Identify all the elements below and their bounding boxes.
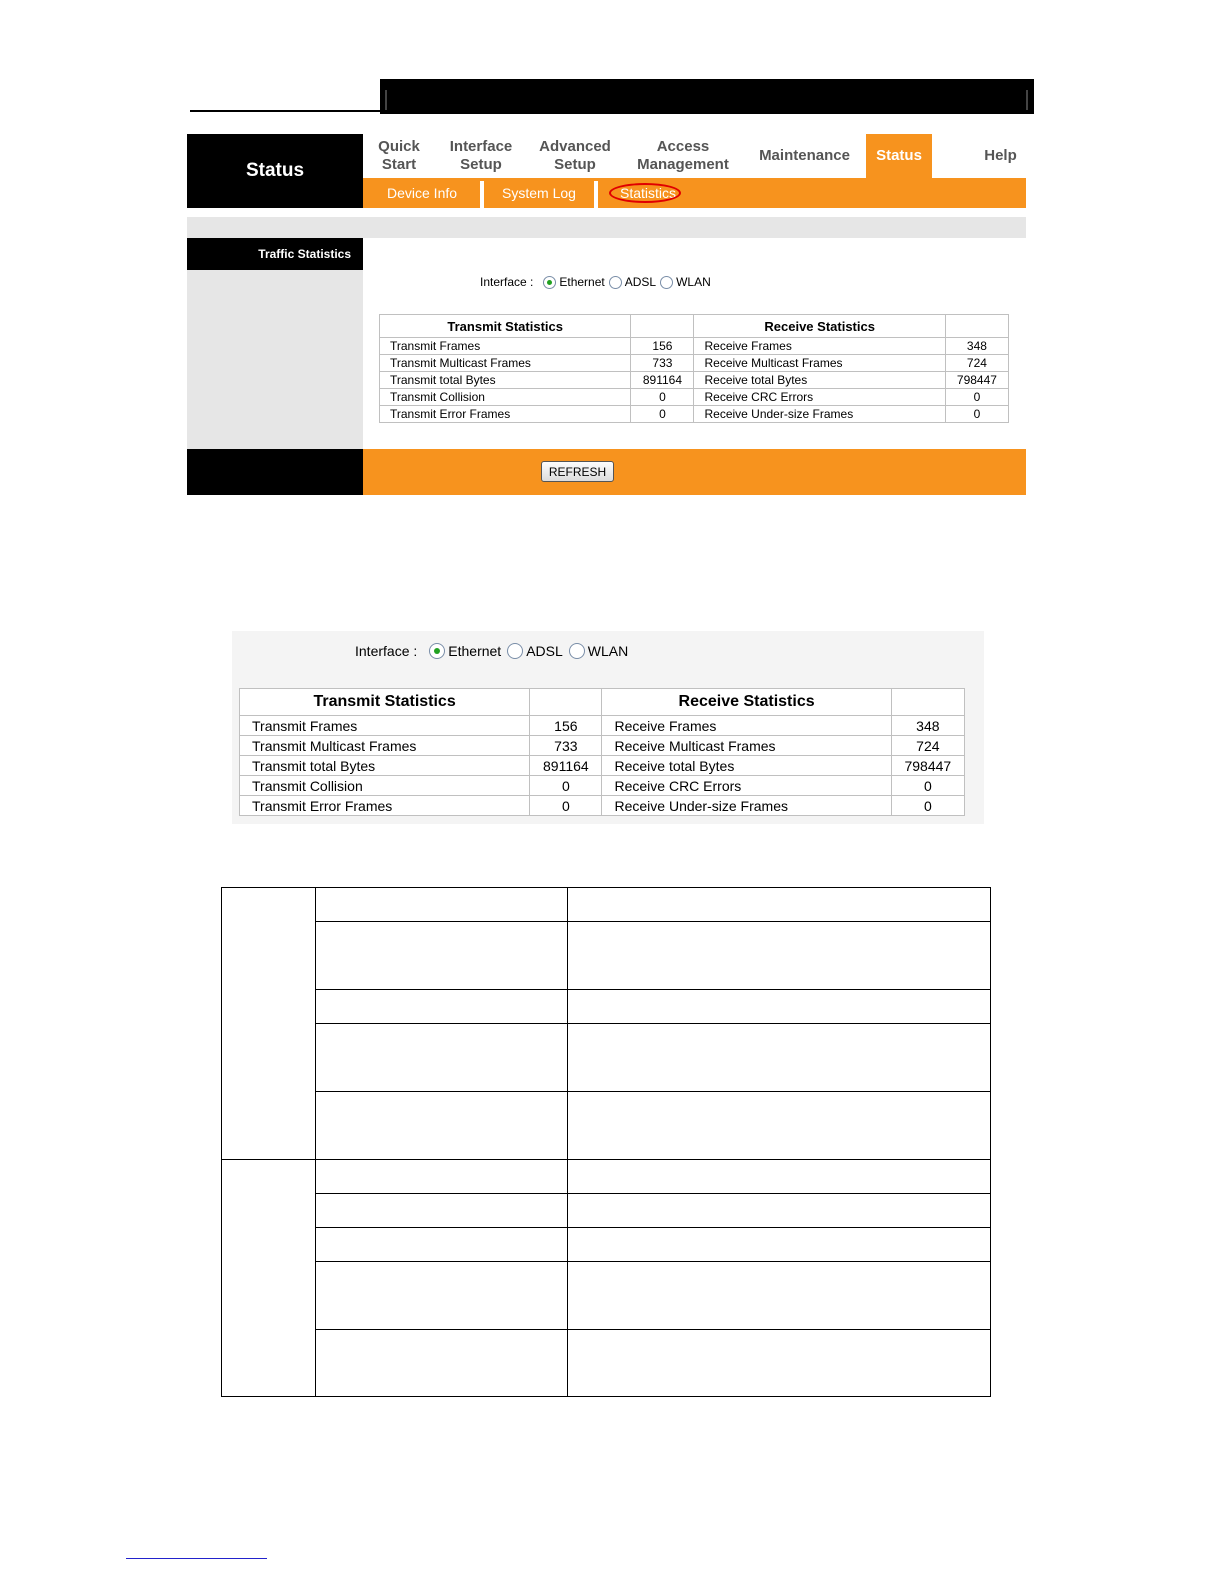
table-row: [380, 389, 1008, 405]
rx-label: Receive total Bytes: [694, 372, 944, 388]
table-row: [222, 1024, 991, 1092]
nav-label: Status: [876, 147, 922, 164]
table-cell: [567, 1194, 990, 1228]
subnav-separator: [480, 181, 484, 208]
nav-advanced-setup[interactable]: [531, 134, 619, 178]
footer-link-underline: [126, 1558, 267, 1559]
table-cell: [315, 1330, 567, 1397]
nav-access-management[interactable]: [629, 134, 737, 178]
tx-label: Transmit Error Frames: [240, 796, 529, 815]
tx-value: 891164: [530, 756, 601, 775]
blank-header: [946, 315, 1008, 337]
rx-label: Receive Multicast Frames: [602, 736, 890, 755]
tx-label: Transmit total Bytes: [380, 372, 630, 388]
table-cell: [567, 1092, 990, 1160]
tx-value: 733: [530, 736, 601, 755]
rx-value: 0: [946, 406, 1008, 422]
table-cell: [567, 888, 990, 922]
interface-selector: [480, 275, 711, 289]
table-cell: [567, 1160, 990, 1194]
table-cell: [567, 990, 990, 1024]
table-cell: [567, 1024, 990, 1092]
header-divider: [385, 90, 387, 110]
table-cell: [567, 922, 990, 990]
tx-label: Transmit Multicast Frames: [380, 355, 630, 371]
rx-value: 0: [892, 796, 964, 815]
nav-label: Maintenance: [759, 147, 850, 164]
rx-value: 724: [946, 355, 1008, 371]
footer-left: [187, 449, 363, 495]
nav-maintenance[interactable]: [747, 134, 862, 178]
table-cell: [567, 1262, 990, 1330]
subnav-device-info[interactable]: Device Info: [387, 185, 458, 201]
tx-label: Transmit Collision: [240, 776, 529, 795]
rx-value: 0: [892, 776, 964, 795]
radio-label: ADSL: [624, 275, 657, 289]
table-row: [222, 1194, 991, 1228]
rx-value: 724: [892, 736, 964, 755]
table-header-row: [240, 689, 964, 715]
tx-value: 156: [631, 338, 693, 354]
table-row: [222, 1330, 991, 1397]
adsl-radio[interactable]: [507, 643, 523, 659]
nav-label: Interface Setup: [449, 138, 513, 173]
table-cell: [315, 888, 567, 922]
table-row: [222, 990, 991, 1024]
radio-label: WLAN: [587, 643, 629, 659]
transmit-header: Transmit Statistics: [380, 315, 630, 337]
rx-label: Receive Under-size Frames: [602, 796, 890, 815]
nav-interface-setup[interactable]: [439, 134, 523, 178]
group-cell: [222, 888, 316, 1160]
radio-label: Ethernet: [559, 275, 605, 289]
transmit-header: Transmit Statistics: [240, 689, 529, 715]
radio-label: ADSL: [526, 643, 563, 659]
tx-label: Transmit Frames: [240, 716, 529, 735]
nav-help[interactable]: [963, 134, 1038, 178]
rx-value: 348: [946, 338, 1008, 354]
table-row: [380, 355, 1008, 371]
interface-label: Interface :: [355, 643, 418, 659]
table-cell: [315, 990, 567, 1024]
description-table: [221, 887, 991, 1397]
tx-value: 0: [631, 406, 693, 422]
traffic-stats-table-large: [239, 688, 965, 816]
table-row: [222, 1228, 991, 1262]
table-row: [380, 372, 1008, 388]
interface-label: Interface :: [480, 275, 534, 289]
table-row: [380, 406, 1008, 422]
table-cell: [315, 922, 567, 990]
tx-label: Transmit Frames: [380, 338, 630, 354]
blank-header: [631, 315, 693, 337]
table-cell: [315, 1024, 567, 1092]
table-row: [222, 922, 991, 990]
table-cell: [315, 1160, 567, 1194]
blank-header: [892, 689, 964, 715]
rx-label: Receive Frames: [694, 338, 944, 354]
nav-label: Access Management: [637, 138, 729, 173]
refresh-button[interactable]: REFRESH: [541, 461, 614, 482]
ethernet-radio[interactable]: [543, 276, 556, 289]
interface-selector-large: [355, 643, 628, 659]
table-row: [240, 736, 964, 755]
wlan-radio[interactable]: [569, 643, 585, 659]
tx-value: 156: [530, 716, 601, 735]
blank-header: [530, 689, 601, 715]
header-underline: [190, 110, 380, 112]
tx-value: 0: [530, 776, 601, 795]
nav-label: Help: [984, 147, 1017, 164]
rx-label: Receive Under-size Frames: [694, 406, 944, 422]
main-nav: [363, 134, 1026, 178]
radio-label: Ethernet: [448, 643, 502, 659]
tx-value: 0: [631, 389, 693, 405]
tx-label: Transmit total Bytes: [240, 756, 529, 775]
nav-label: Advanced Setup: [539, 138, 611, 173]
table-row: [240, 776, 964, 795]
rx-label: Receive CRC Errors: [694, 389, 944, 405]
subnav-statistics[interactable]: Statistics: [620, 185, 677, 201]
table-row: [240, 756, 964, 775]
wlan-radio[interactable]: [660, 276, 673, 289]
header-divider: [1026, 90, 1028, 110]
rx-label: Receive total Bytes: [602, 756, 890, 775]
table-cell: [315, 1092, 567, 1160]
tx-value: 0: [530, 796, 601, 815]
table-row: [222, 888, 991, 922]
subnav-separator: [594, 181, 598, 208]
adsl-radio[interactable]: [609, 276, 622, 289]
footer-bar: [363, 449, 1026, 495]
rx-value: 0: [946, 389, 1008, 405]
nav-status[interactable]: [866, 134, 932, 178]
receive-header: Receive Statistics: [602, 689, 890, 715]
sub-nav: [363, 178, 1026, 208]
subnav-system-log[interactable]: System Log: [502, 185, 576, 201]
page-side-title: Status: [187, 134, 363, 208]
table-cell: [567, 1228, 990, 1262]
tx-value: 733: [631, 355, 693, 371]
ethernet-radio[interactable]: [429, 643, 445, 659]
table-row: [240, 796, 964, 815]
section-label: Traffic Statistics: [187, 238, 363, 270]
tx-label: Transmit Error Frames: [380, 406, 630, 422]
rx-value: 798447: [946, 372, 1008, 388]
table-row: [222, 1262, 991, 1330]
table-row: [380, 338, 1008, 354]
table-cell: [315, 1194, 567, 1228]
rx-label: Receive Frames: [602, 716, 890, 735]
tx-value: 891164: [631, 372, 693, 388]
receive-header: Receive Statistics: [694, 315, 944, 337]
statistics-highlight-oval: [609, 183, 681, 203]
rx-value: 348: [892, 716, 964, 735]
tx-label: Transmit Collision: [380, 389, 630, 405]
grey-strip: [187, 217, 1026, 238]
rx-value: 798447: [892, 756, 964, 775]
table-cell: [315, 1228, 567, 1262]
table-cell: [567, 1330, 990, 1397]
rx-label: Receive Multicast Frames: [694, 355, 944, 371]
rx-label: Receive CRC Errors: [602, 776, 890, 795]
table-row: [222, 1092, 991, 1160]
group-cell: [222, 1160, 316, 1397]
tx-label: Transmit Multicast Frames: [240, 736, 529, 755]
nav-label: Quick Start: [378, 138, 420, 173]
table-row: [222, 1160, 991, 1194]
table-cell: [315, 1262, 567, 1330]
table-row: [240, 716, 964, 735]
header-banner: [380, 79, 1034, 114]
radio-label: WLAN: [676, 275, 711, 289]
nav-quick-start[interactable]: [367, 134, 431, 178]
left-grey-column: [187, 270, 363, 449]
traffic-stats-table: [379, 314, 1009, 423]
table-header-row: [380, 315, 1008, 337]
